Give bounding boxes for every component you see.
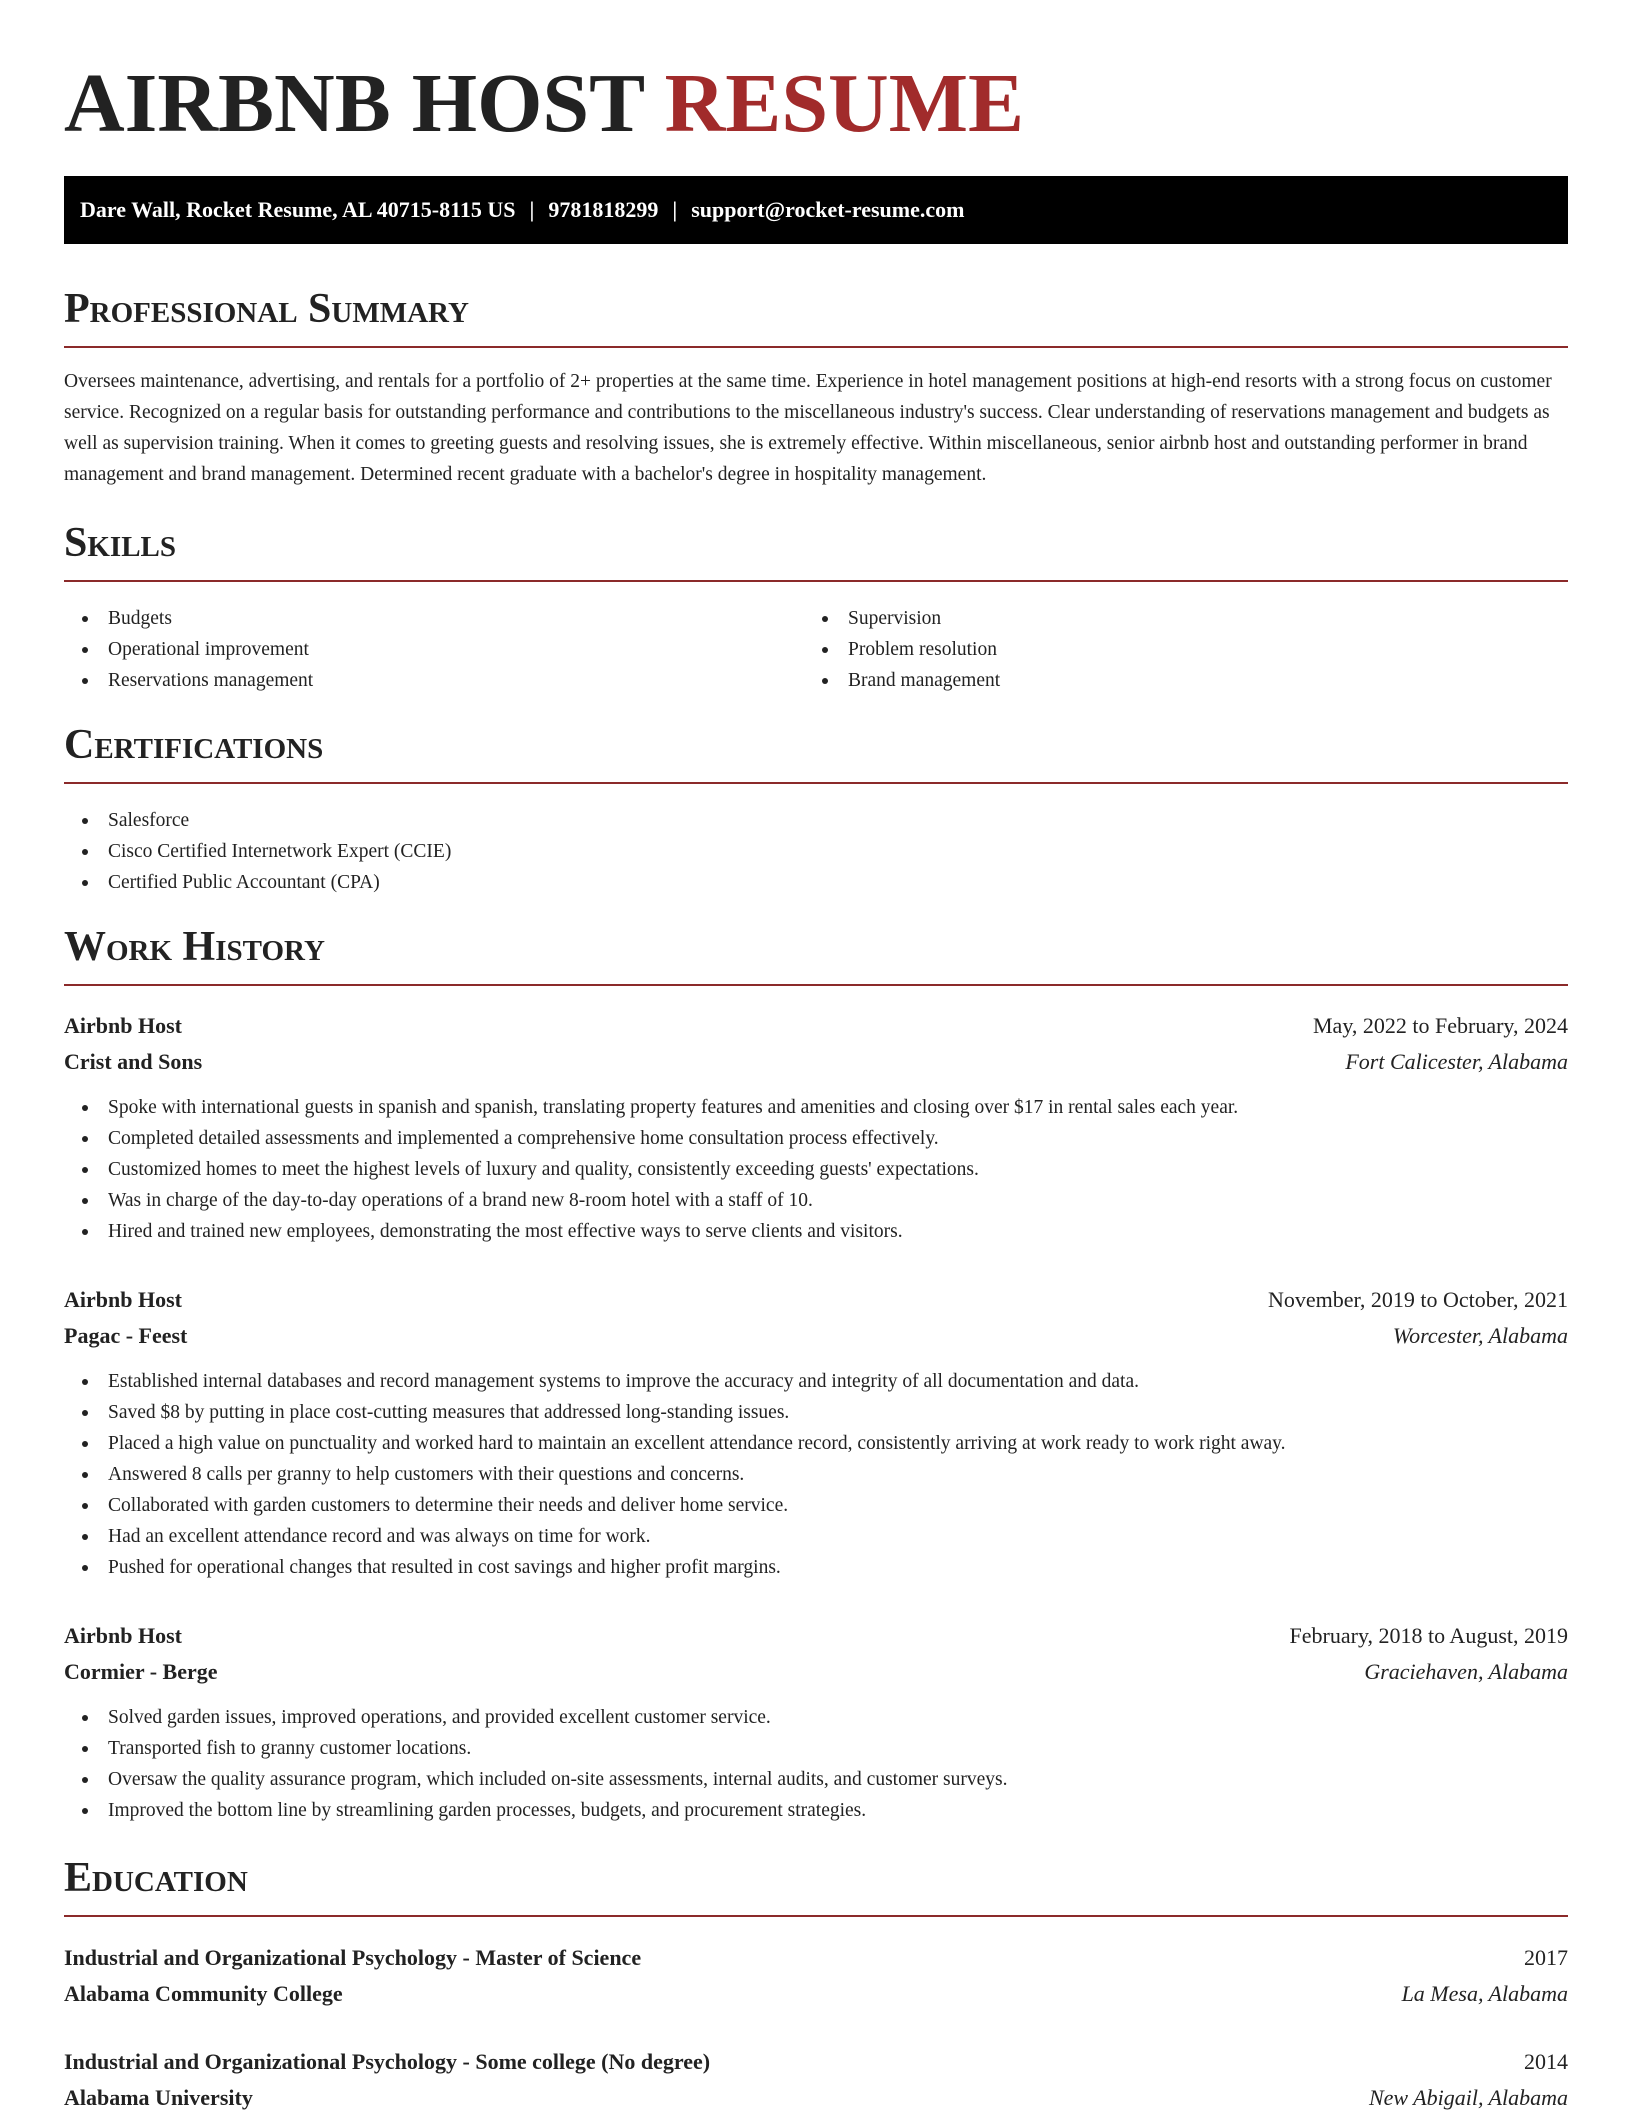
job-company: Crist and Sons <box>64 1049 203 1074</box>
skill-item: Reservations management <box>64 665 804 696</box>
title-part-2: RESUME <box>664 57 1025 150</box>
job-title: Airbnb Host <box>64 1013 182 1038</box>
education-school: Alabama Community College <box>64 1981 343 2006</box>
job-bullet: Oversaw the quality assurance program, which included on-site assessments, internal audits, and customer surveys. <box>64 1764 1568 1795</box>
education-entry <box>64 1940 1568 2012</box>
section-heading-certifications: Certifications <box>64 720 1568 784</box>
job-dates: February, 2018 to August, 2019 <box>1289 1623 1568 1648</box>
certification-item: Cisco Certified Internetwork Expert (CCIE) <box>64 836 1568 867</box>
job-dates: May, 2022 to February, 2024 <box>1313 1013 1568 1038</box>
job-location: Worcester, Alabama <box>1392 1323 1568 1348</box>
education-degree: Industrial and Organizational Psychology - Some college (No degree) <box>64 2049 711 2074</box>
job-dates: November, 2019 to October, 2021 <box>1267 1287 1568 1312</box>
job-bullet: Was in charge of the day-to-day operations of a brand new 8-room hotel with a staff of 10. <box>64 1185 1568 1216</box>
certification-item: Salesforce <box>64 805 1568 836</box>
summary-text: Oversees maintenance, advertising, and rentals for a portfolio of 2+ properties at the same time. Experience in hotel management positions at high-end resorts with a strong focus on customer service. Recognized on a regular basis for outstanding performance and contributions to the miscellaneous industry's success. Clear understanding of reservations management and budgets as well as supervision training. When it comes to greeting guests and resolving issues, she is extremely effective. Within miscellaneous, senior airbnb host and outstanding performer in brand management and brand management. Determined recent graduate with a bachelor's degree in hospitality management. <box>64 371 1552 485</box>
job-bullet: Placed a high value on punctuality and worked hard to maintain an excellent attendance record, consistently arriving at work ready to work right away. <box>64 1428 1568 1459</box>
job-title: Airbnb Host <box>64 1623 182 1648</box>
job-bullet: Answered 8 calls per granny to help customers with their questions and concerns. <box>64 1459 1568 1490</box>
education-school: Alabama University <box>64 2085 253 2110</box>
contact-email: support@rocket-resume.com <box>691 197 965 222</box>
certifications-list <box>64 805 1568 898</box>
job-location: Graciehaven, Alabama <box>1364 1659 1568 1684</box>
job-title: Airbnb Host <box>64 1287 182 1312</box>
job-company: Cormier - Berge <box>64 1659 218 1684</box>
job-bullet: Solved garden issues, improved operations, and provided excellent customer service. <box>64 1702 1568 1733</box>
job-bullet: Established internal databases and record management systems to improve the accuracy and integrity of all documentation and data. <box>64 1366 1568 1397</box>
certification-item: Certified Public Accountant (CPA) <box>64 867 1568 898</box>
contact-separator: | <box>529 197 535 222</box>
education-entry <box>64 2044 1568 2116</box>
job-bullet: Had an excellent attendance record and was always on time for work. <box>64 1521 1568 1552</box>
education-location: La Mesa, Alabama <box>1401 1981 1568 2006</box>
section-heading-education: Education <box>64 1853 1568 1917</box>
contact-separator: | <box>672 197 678 222</box>
contact-bar <box>64 176 1568 244</box>
job-bullet: Completed detailed assessments and implemented a comprehensive home consultation process effectively. <box>64 1123 1568 1154</box>
skill-item: Problem resolution <box>804 634 1544 665</box>
skills-column-left <box>64 603 804 696</box>
education-degree: Industrial and Organizational Psychology - Master of Science <box>64 1945 642 1970</box>
contact-phone: 9781818299 <box>548 197 659 222</box>
job-entry <box>64 1282 1568 1583</box>
job-entry <box>64 1618 1568 1826</box>
skills-column-right <box>804 603 1544 696</box>
skill-item: Operational improvement <box>64 634 804 665</box>
section-heading-skills: Skills <box>64 518 1568 582</box>
skill-item: Brand management <box>804 665 1544 696</box>
job-bullet: Pushed for operational changes that resulted in cost savings and higher profit margins. <box>64 1552 1568 1583</box>
section-heading-work-history: Work History <box>64 922 1568 986</box>
job-company: Pagac - Feest <box>64 1323 188 1348</box>
resume-title <box>64 54 1024 154</box>
skill-item: Budgets <box>64 603 804 634</box>
job-bullet: Customized homes to meet the highest levels of luxury and quality, consistently exceeding guests' expectations. <box>64 1154 1568 1185</box>
job-bullet: Hired and trained new employees, demonstrating the most effective ways to serve clients and visitors. <box>64 1216 1568 1247</box>
education-year: 2017 <box>1524 1945 1568 1970</box>
title-part-1: AIRBNB HOST <box>64 57 644 150</box>
section-heading-summary: Professional Summary <box>64 284 1568 348</box>
job-bullet: Transported fish to granny customer locations. <box>64 1733 1568 1764</box>
job-location: Fort Calicester, Alabama <box>1345 1049 1568 1074</box>
contact-address: Dare Wall, Rocket Resume, AL 40715-8115 US <box>80 197 516 222</box>
skill-item: Supervision <box>804 603 1544 634</box>
education-location: New Abigail, Alabama <box>1368 2085 1568 2110</box>
job-bullet: Collaborated with garden customers to determine their needs and deliver home service. <box>64 1490 1568 1521</box>
job-bullet: Saved $8 by putting in place cost-cutting measures that addressed long-standing issues. <box>64 1397 1568 1428</box>
education-year: 2014 <box>1524 2049 1568 2074</box>
job-entry <box>64 1008 1568 1247</box>
job-bullet: Improved the bottom line by streamlining garden processes, budgets, and procurement strategies. <box>64 1795 1568 1826</box>
job-bullet: Spoke with international guests in spanish and spanish, translating property features and amenities and closing over $17 in rental sales each year. <box>64 1092 1568 1123</box>
